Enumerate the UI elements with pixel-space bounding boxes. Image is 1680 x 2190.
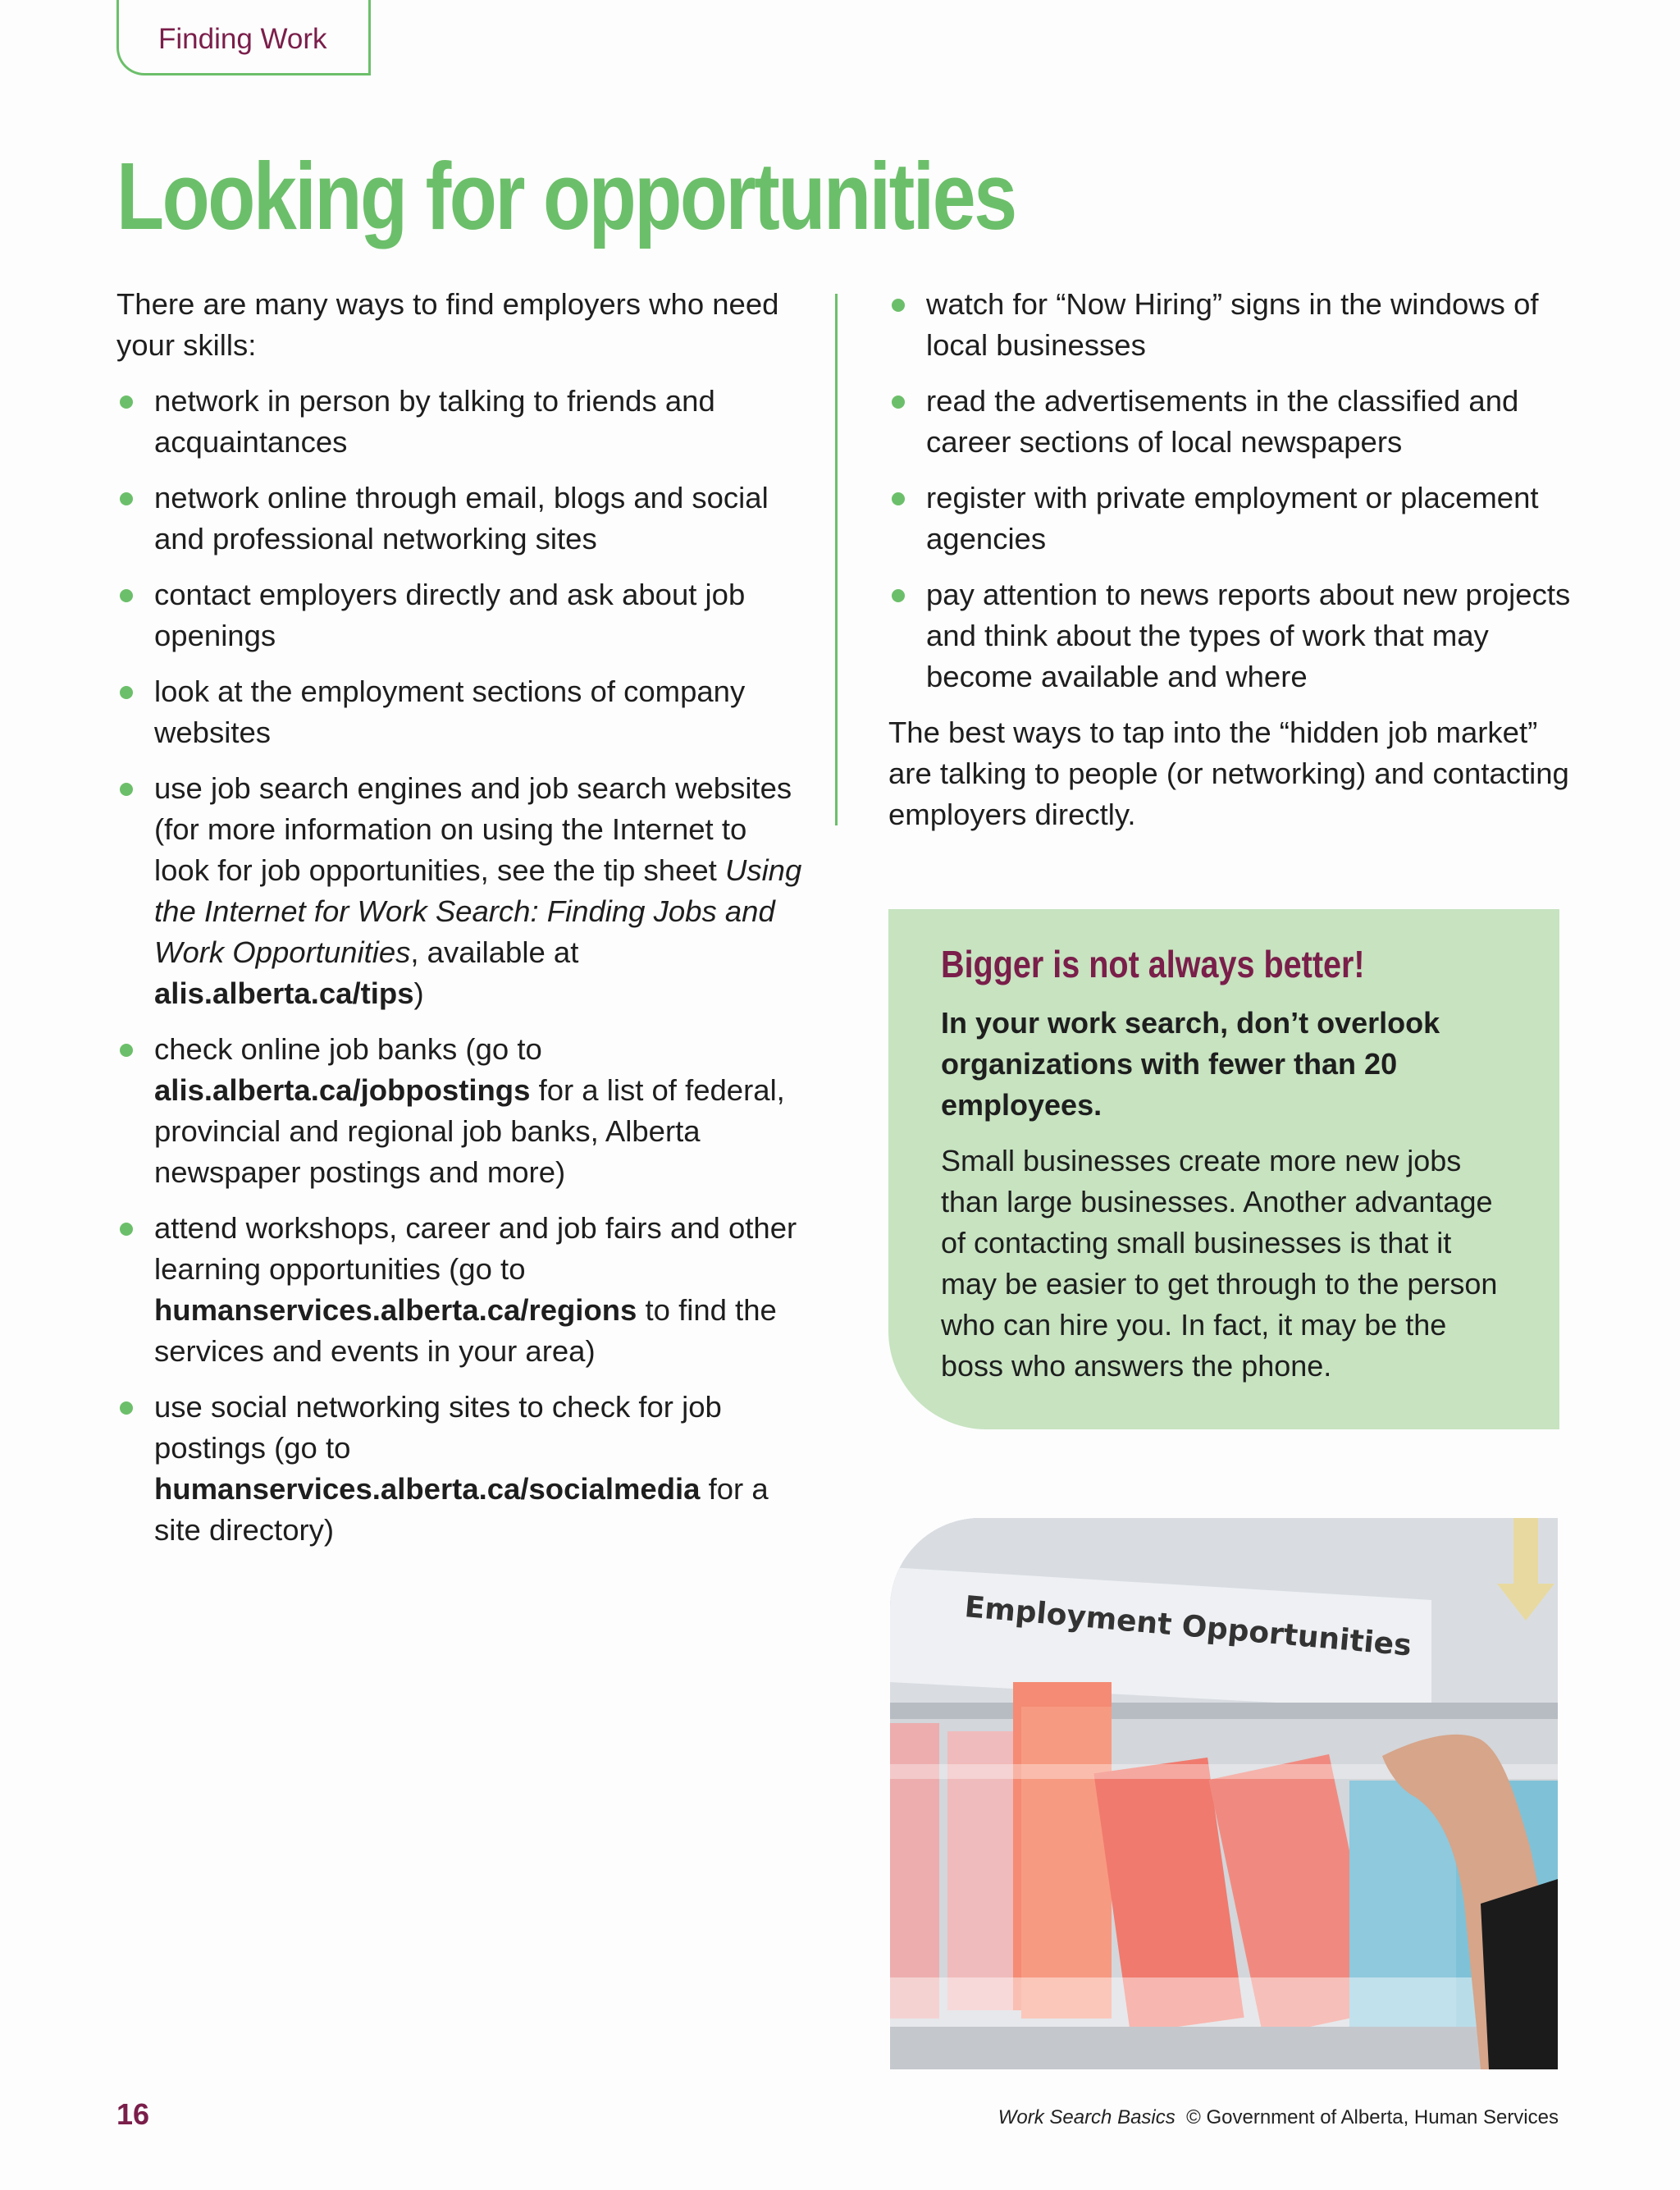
footer-publication: Work Search Basics — [998, 2106, 1176, 2128]
bullet-icon — [892, 299, 905, 312]
list-item: register with private employment or placement agencies — [888, 478, 1577, 560]
page-number: 16 — [116, 2097, 150, 2131]
regions-link[interactable]: humanservices.alberta.ca/regions — [154, 1293, 637, 1327]
footer-copyright: © Government of Alberta, Human Services — [1186, 2106, 1559, 2128]
photo-illustration — [890, 1518, 1558, 2069]
bullet-icon — [120, 589, 133, 602]
list-item: attend workshops, career and job fairs and other learning opportunities (go to humanservices.alberta.ca/regions to find the services and events in your area) — [116, 1208, 806, 1372]
closing-paragraph: The best ways to tap into the “hidden job market” are talking to people (or networking) and contacting employers directly. — [888, 716, 1569, 831]
intro-text: There are many ways to find employers who need your skills: — [116, 287, 779, 362]
section-tab — [116, 0, 371, 75]
list-item: watch for “Now Hiring” signs in the windows of local businesses — [888, 284, 1577, 366]
tip-box-lead: In your work search, don’t overlook organizations with fewer than 20 employees. — [941, 1006, 1440, 1122]
bullet-icon — [892, 395, 905, 409]
tip-sheet-title: Using the Internet for Work Search: Finding Jobs and Work Opportunities — [154, 853, 802, 969]
photo-sign-text: Employment Opportunities — [963, 1590, 1413, 1663]
column-divider — [835, 294, 838, 825]
bullet-icon — [120, 1044, 133, 1057]
footer-credit — [998, 2106, 1559, 2129]
list-item: read the advertisements in the classified and career sections of local newspapers — [888, 381, 1577, 463]
list-item: contact employers directly and ask about job openings — [116, 574, 806, 656]
opportunity-list-right — [888, 284, 1577, 697]
tip-box — [888, 909, 1559, 1429]
tips-link[interactable]: alis.alberta.ca/tips — [154, 976, 414, 1010]
jobpostings-link[interactable]: alis.alberta.ca/jobpostings — [154, 1073, 531, 1107]
bullet-icon — [892, 492, 905, 505]
bullet-icon — [120, 1401, 133, 1415]
bullet-icon — [120, 686, 133, 699]
socialmedia-link[interactable]: humanservices.alberta.ca/socialmedia — [154, 1472, 701, 1506]
list-item: network online through email, blogs and social and professional networking sites — [116, 478, 806, 560]
tip-box-body: Small businesses create more new jobs than large businesses. Another advantage of contacting small businesses is that it may be easier to get through to the person who can hire you. In fact, it may be the boss who answers the phone. — [941, 1144, 1498, 1383]
list-item: pay attention to news reports about new projects and think about the types of work that may become available and where — [888, 574, 1577, 697]
right-column — [888, 284, 1577, 835]
opportunity-list-left — [116, 381, 806, 1551]
page-title: Looking for opportunities — [116, 143, 1016, 249]
bullet-icon — [120, 492, 133, 505]
list-item: check online job banks (go to alis.alberta.ca/jobpostings for a list of federal, provincial and regional job banks, Alberta newspaper postings and more) — [116, 1029, 806, 1193]
tip-box-title: Bigger is not always better! — [941, 943, 1365, 985]
employment-board-photo — [890, 1518, 1558, 2069]
bullet-icon — [120, 783, 133, 796]
list-item: network in person by talking to friends and acquaintances — [116, 381, 806, 463]
list-item: use social networking sites to check for job postings (go to humanservices.alberta.ca/socialmedia for a site directory) — [116, 1387, 806, 1551]
list-item: look at the employment sections of company websites — [116, 671, 806, 753]
left-column — [116, 284, 806, 1551]
section-tab-label: Finding Work — [158, 23, 327, 55]
bullet-icon — [120, 395, 133, 409]
bullet-icon — [892, 589, 905, 602]
bullet-icon — [120, 1223, 133, 1236]
list-item: use job search engines and job search websites (for more information on using the Internet to look for job opportunities, see the tip sheet Using the Internet for Work Search: Finding Jobs and Work Opportunities, available at alis.alberta.ca/tips) — [116, 768, 806, 1014]
